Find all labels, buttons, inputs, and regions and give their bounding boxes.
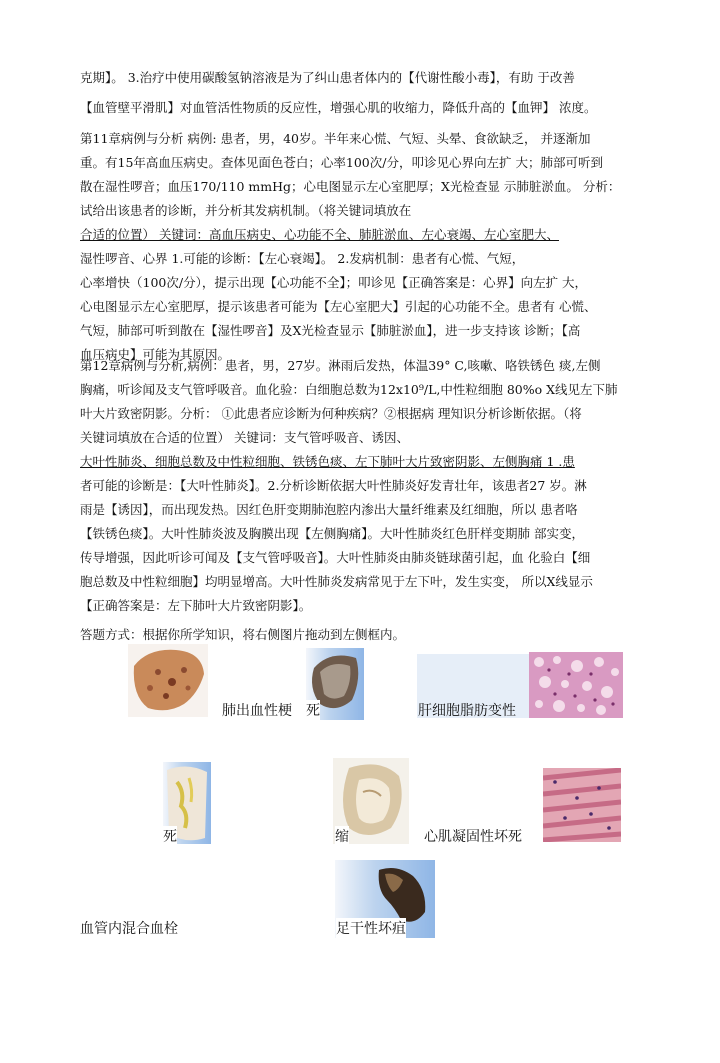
text-line: 【铁锈色痰】。大叶性肺炎波及胸膜出现【左侧胸痛】。大叶性肺炎红色肝样变期肺 部实变， bbox=[80, 526, 584, 541]
text-line: 【血管壁平滑肌】对血管活性物质的反应性，增强心肌的收缩力，降低升高的【血钾】 浓度。 bbox=[80, 100, 597, 115]
text-line: 合适的位置） 关键词：高血压病史、心功能不全、肺脏淤血、左心衰竭、左心室肥大、 bbox=[80, 227, 559, 242]
label-necrosis-part: 死 bbox=[306, 700, 320, 720]
text-line: 【正确答案是：左下肺叶大片致密阴影】。 bbox=[80, 598, 312, 613]
text-line: 克期】。 3.治疗中使用碳酸氢钠溶液是为了纠山患者体内的【代谢性酸小毒】，有助 于改善 bbox=[80, 70, 575, 85]
text-line: 气短，肺部可听到散在【湿性啰音】及X光检查显示【肺脏淤血】，进一步支持该 诊断；【高 bbox=[80, 323, 581, 338]
fatty-liver-histology-image[interactable] bbox=[529, 652, 623, 718]
text-line: 雨是【诱因】，而出现发热。因红色肝变期肺泡腔内渗出大量纤维素及红细胞，所以 患者咯 bbox=[80, 502, 578, 517]
text-line: 关键词填放在合适的位置） 关键词：支气管呼吸音、诱因、 bbox=[80, 430, 409, 445]
case-11 bbox=[80, 127, 640, 367]
text-line: 心率增快（100次/分），提示出现【心功能不全】；叩诊见【正确答案是：心界】向左扩 大， bbox=[80, 275, 588, 290]
top-paragraph bbox=[80, 66, 640, 120]
text-line: 血压病史】可能为其原因。 bbox=[80, 347, 231, 362]
text-line: 试给出该患者的诊断，并分析其发病机制。（将关键词填放在 bbox=[80, 203, 412, 218]
instruction-text: 答题方式：根据你所学知识，将右侧图片拖动到左侧框内。 bbox=[80, 627, 406, 642]
text-line: 湿性啰音、心界 1.可能的诊断：【左心衰竭】。 2.发病机制：患者有心慌、气短， bbox=[80, 251, 525, 266]
label-myocardial-necrosis: 心肌凝固性坏死 bbox=[424, 829, 522, 845]
label-fatty-change: 肝细胞脂肪变性 bbox=[418, 703, 516, 719]
text-line: 第12章病例与分析,病例：患者，男，27岁。淋雨后发热，体温39° C,咳嗽、咯铁锈色 痰,左侧 bbox=[80, 358, 601, 373]
case-12 bbox=[80, 354, 640, 618]
text-line: 大叶性肺炎、细胞总数及中性粒细胞、铁锈色痰、左下肺叶大片致密阴影、左侧胸痛 1 .患 bbox=[80, 454, 575, 469]
label-necrosis-part-2: 死 bbox=[163, 826, 177, 846]
label-atrophy: 缩 bbox=[335, 826, 349, 846]
label-mixed-thrombus: 血管内混合血栓 bbox=[80, 921, 178, 937]
text-line: 者可能的诊断是：【大叶性肺炎】。2.分析诊断依据大叶性肺炎好发青壮年，该患者27 岁。淋 bbox=[80, 478, 587, 493]
text-line: 心电图显示左心室肥厚，提示该患者可能为【左心室肥大】引起的心功能不全。患者有 心慌、 bbox=[80, 299, 597, 314]
text-line: 传导增强，因此听诊可闻及【支气管呼吸音】。大叶性肺炎由肺炎链球菌引起，血 化验白【细 bbox=[80, 550, 591, 565]
myocardial-histology-image[interactable] bbox=[543, 768, 621, 842]
text-line: 叶大片致密阴影。分析： ①此患者应诊断为何种疾病？②根据病 理知识分析诊断依据。（将 bbox=[80, 406, 582, 421]
text-line: 重。有15年高血压病史。查体见面色苍白；心率100次/分，叩诊见心界向左扩 大；肺部可听到 bbox=[80, 155, 603, 170]
label-lung-infarct: 肺出血性梗 bbox=[222, 703, 292, 719]
label-dry-gangrene: 足干性坏疽 bbox=[336, 918, 406, 938]
text-line: 胸痛，听诊闻及支气管呼吸音。血化验：白细胞总数为12x10⁹/L,中性粒细胞 80%o X线见左下肺 bbox=[80, 382, 618, 397]
text-line: 第11章病例与分析 病例: 患者，男，40岁。半年来心慌、气短、头晕、食欲缺乏， 并逐渐加 bbox=[80, 131, 591, 146]
lung-infarct-image[interactable] bbox=[128, 644, 208, 717]
text-line: 胞总数及中性粒细胞】均明显增高。大叶性肺炎发病常见于左下叶，发生实变， 所以X线显示 bbox=[80, 574, 593, 589]
text-line: 散在湿性啰音；血压170/110 mmHg；心电图显示左心室肥厚；X光检查显 示肺脏淤血。 分析： bbox=[80, 179, 621, 194]
